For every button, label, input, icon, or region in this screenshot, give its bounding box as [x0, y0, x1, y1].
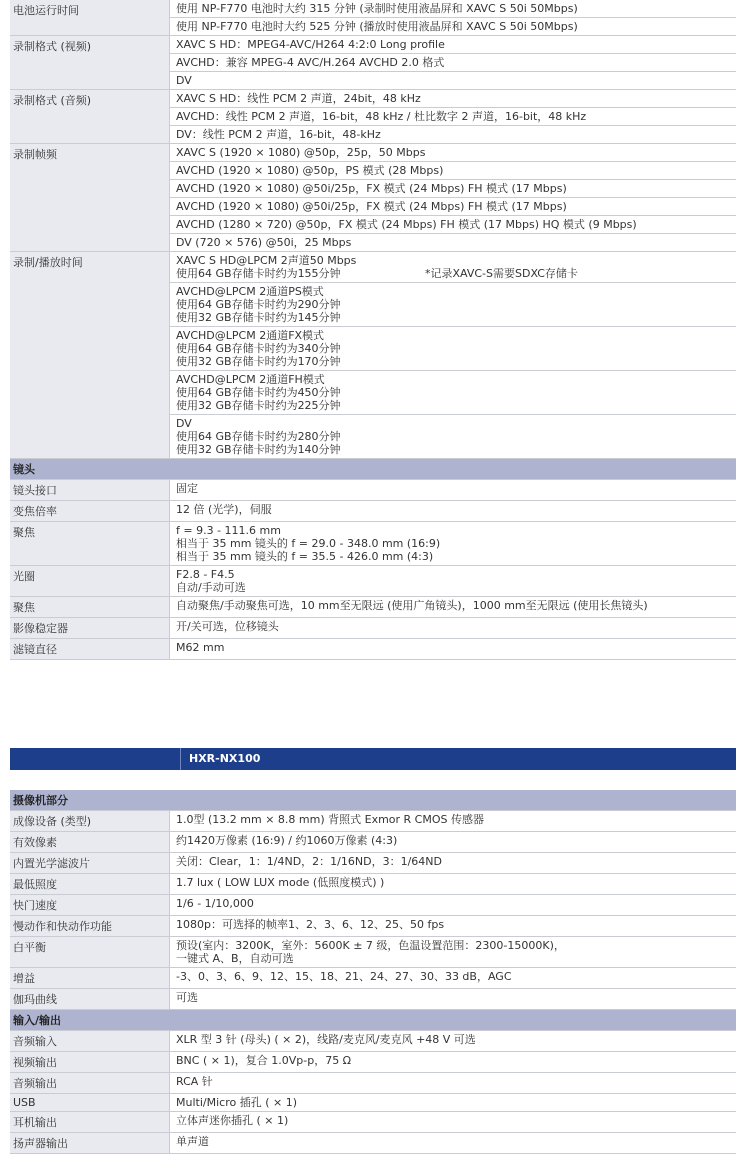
- spec-row: [10, 916, 736, 937]
- spec-label: 扬声器输出: [10, 1133, 170, 1153]
- spec-line: DV: [176, 417, 192, 430]
- spec-label: 有效像素: [10, 832, 170, 852]
- spec-line: Multi/Micro 插孔 ( × 1): [176, 1096, 297, 1109]
- spec-value: [170, 937, 736, 967]
- spec-value-block: [170, 252, 736, 283]
- spec-label: USB: [10, 1094, 170, 1111]
- spec-value: [170, 853, 736, 870]
- spec-value: [170, 480, 736, 497]
- spec-row: [10, 968, 736, 989]
- spec-value: AVCHD：线性 PCM 2 声道，16-bit，48 kHz / 杜比数字 2 声道，16-bit，48 kHz: [170, 108, 736, 126]
- spec-value-block: [170, 415, 736, 458]
- spec-value: DV: [176, 74, 192, 87]
- spec-row: [10, 1073, 736, 1094]
- spec-row: [10, 832, 736, 853]
- spec-line: XLR 型 3 针 (母头) ( × 2)，线路/麦克风/麦克风 +48 V 可选: [176, 1033, 476, 1046]
- spec-row: [10, 522, 736, 566]
- spec-label: 录制格式 (视频): [10, 36, 170, 89]
- spec-value: DV：线性 PCM 2 声道，16-bit，48-kHz: [176, 128, 381, 141]
- spec-row-frame-rate: [10, 144, 736, 252]
- spec-line: 使用64 GB存储卡时约为340分钟: [176, 342, 341, 355]
- spec-line: -3、0、3、6、9、12、15、18、21、24、27、30、33 dB，AGC: [176, 970, 512, 983]
- spec-value: DV (720 × 576) @50i，25 Mbps: [176, 236, 352, 249]
- spec-row: [10, 639, 736, 660]
- spec-line: AVCHD@LPCM 2通道FX模式: [176, 329, 325, 342]
- spec-value: [170, 566, 736, 596]
- spec-value: XAVC S HD：MPEG4-AVC/H264 4:2:0 Long profile: [170, 36, 736, 54]
- spec-value: AVCHD (1920 × 1080) @50p，PS 模式 (28 Mbps): [170, 162, 736, 180]
- spec-row: [10, 1133, 736, 1154]
- spec-line: XAVC S HD@LPCM 2声道50 Mbps: [176, 254, 357, 267]
- spec-line: 使用32 GB存储卡时约为170分钟: [176, 355, 341, 368]
- spec-line: 相当于 35 mm 镜头的 f = 35.5 - 426.0 mm (4:3): [176, 550, 434, 563]
- spec-value: 使用 NP-F770 电池时大约 525 分钟 (播放时使用液晶屏和 XAVC S 50i 50Mbps): [176, 20, 578, 33]
- spec-value: [170, 1133, 736, 1150]
- spec-value: 使用 NP-F770 电池时大约 315 分钟 (录制时使用液晶屏和 XAVC S 50i 50Mbps): [170, 0, 736, 18]
- lens-rows: [10, 480, 736, 660]
- spec-label: 最低照度: [10, 874, 170, 894]
- spec-label: 音频输入: [10, 1031, 170, 1051]
- spec-line: 使用32 GB存储卡时约为145分钟: [176, 311, 341, 324]
- spec-value: AVCHD (1920 × 1080) @50i/25p，FX 模式 (24 Mbps) FH 模式 (17 Mbps): [170, 180, 736, 198]
- spec-value: [170, 1073, 736, 1090]
- spec-label: 光圈: [10, 566, 170, 596]
- spec-line: RCA 针: [176, 1075, 213, 1088]
- spec-line: 固定: [176, 482, 198, 495]
- spec-row: [10, 937, 736, 968]
- spec-value: [170, 1031, 736, 1048]
- spec-row: [10, 895, 736, 916]
- camera-rows: [10, 811, 736, 1010]
- spec-value: AVCHD (1280 × 720) @50p，FX 模式 (24 Mbps) FH 模式 (17 Mbps) HQ 模式 (9 Mbps): [170, 216, 736, 234]
- spec-value: [170, 597, 736, 614]
- spec-line: 约1420万像素 (16:9) / 约1060万像素 (4:3): [176, 834, 398, 847]
- spec-row: [10, 853, 736, 874]
- spec-value: XAVC S (1920 × 1080) @50p，25p，50 Mbps: [170, 144, 736, 162]
- spec-row: [10, 874, 736, 895]
- spec-line: 1080p：可选择的帧率1、2、3、6、12、25、50 fps: [176, 918, 445, 931]
- spec-line: 预设(室内：3200K，室外：5600K ± 7 级，色温设置范围：2300-15000K)，: [176, 939, 565, 952]
- spec-value: [170, 968, 736, 985]
- spec-value: [170, 989, 736, 1006]
- spec-label: 白平衡: [10, 937, 170, 967]
- spec-row-record-time: [10, 252, 736, 459]
- spec-line: 自动/手动可选: [176, 581, 246, 594]
- spec-value: [170, 1112, 736, 1129]
- spec-value: [170, 895, 736, 912]
- spec-row: [10, 1112, 736, 1133]
- spec-row: [10, 1031, 736, 1052]
- spec-label: 变焦倍率: [10, 501, 170, 521]
- spec-row-audio-format: [10, 90, 736, 144]
- spec-value: [170, 501, 736, 518]
- spec-row: [10, 989, 736, 1010]
- spec-line: 相当于 35 mm 镜头的 f = 29.0 - 348.0 mm (16:9): [176, 537, 441, 550]
- spec-line: AVCHD@LPCM 2通道FH模式: [176, 373, 325, 386]
- spec-label: 内置光学滤波片: [10, 853, 170, 873]
- spec-label: 录制格式 (音频): [10, 90, 170, 143]
- spec-row: [10, 480, 736, 501]
- spec-row-video-format: [10, 36, 736, 90]
- spec-value: AVCHD：兼容 MPEG-4 AVC/H.264 AVCHD 2.0 格式: [170, 54, 736, 72]
- spec-value: [170, 618, 736, 635]
- spec-value-block: [170, 327, 736, 371]
- spec-line: 可选: [176, 991, 198, 1004]
- spec-row: [10, 1094, 736, 1112]
- spec-row: [10, 1052, 736, 1073]
- spec-value: [170, 874, 736, 891]
- spec-label: 镜头接口: [10, 480, 170, 500]
- spec-line: BNC ( × 1)，复合 1.0Vp-p，75 Ω: [176, 1054, 352, 1067]
- spec-label: 音频输出: [10, 1073, 170, 1093]
- spec-table-lower: [10, 790, 736, 1154]
- spec-label: 快门速度: [10, 895, 170, 915]
- model-name: HXR-NX100: [180, 748, 268, 770]
- spec-line: 自动聚焦/手动聚焦可选，10 mm至无限远 (使用广角镜头)，1000 mm至无限远 (使用长焦镜头): [176, 599, 648, 612]
- spec-line: 1.7 lux ( LOW LUX mode (低照度模式) ): [176, 876, 385, 889]
- spec-row: [10, 811, 736, 832]
- spec-label: 影像稳定器: [10, 618, 170, 638]
- spec-label: 录制帧频: [10, 144, 170, 251]
- spec-line: 关闭：Clear，1：1/4ND，2：1/16ND，3：1/64ND: [176, 855, 442, 868]
- spec-line: 使用32 GB存储卡时约为140分钟: [176, 443, 341, 456]
- spec-row: [10, 618, 736, 639]
- spec-row-battery: [10, 0, 736, 36]
- spec-line: M62 mm: [176, 641, 225, 654]
- spec-line: 使用32 GB存储卡时约为225分钟: [176, 399, 341, 412]
- spec-label: 增益: [10, 968, 170, 988]
- spec-row: [10, 566, 736, 597]
- spec-label: 耳机输出: [10, 1112, 170, 1132]
- spec-line: 1/6 - 1/10,000: [176, 897, 254, 910]
- spec-label: 视频输出: [10, 1052, 170, 1072]
- spec-label: 录制/播放时间: [10, 252, 170, 458]
- spec-value: [170, 832, 736, 849]
- sdxc-note: *记录XAVC-S需要SDXC存储卡: [425, 267, 578, 280]
- spec-label: 伽玛曲线: [10, 989, 170, 1009]
- section-header-io: 输入/输出: [10, 1010, 736, 1031]
- spec-line: f = 9.3 - 111.6 mm: [176, 524, 281, 537]
- spec-label: 聚焦: [10, 597, 170, 617]
- section-header-camera: 摄像机部分: [10, 790, 736, 811]
- spec-line: 12 倍 (光学)，伺服: [176, 503, 272, 516]
- spec-value: [170, 811, 736, 828]
- spec-value: XAVC S HD：线性 PCM 2 声道，24bit，48 kHz: [170, 90, 736, 108]
- spec-value: [170, 916, 736, 933]
- spec-line: 使用64 GB存储卡时约为280分钟: [176, 430, 341, 443]
- spec-row: [10, 501, 736, 522]
- spec-label: 成像设备 (类型): [10, 811, 170, 831]
- spec-table-upper: [10, 0, 736, 660]
- spec-line: 一键式 A、B，自动可选: [176, 952, 294, 965]
- spec-label: 慢动作和快动作功能: [10, 916, 170, 936]
- spec-value: [170, 522, 736, 565]
- spec-line: 1.0型 (13.2 mm × 8.8 mm) 背照式 Exmor R CMOS 传感器: [176, 813, 484, 826]
- spec-value-block: [170, 283, 736, 327]
- section-header-lens: 镜头: [10, 459, 736, 480]
- spec-line: 使用64 GB存储卡时约为290分钟: [176, 298, 341, 311]
- spec-value: AVCHD (1920 × 1080) @50i/25p，FX 模式 (24 Mbps) FH 模式 (17 Mbps): [170, 198, 736, 216]
- spec-value: [170, 1094, 736, 1111]
- spec-value: [170, 1052, 736, 1069]
- spec-line: 开/关可选，位移镜头: [176, 620, 279, 633]
- spec-row: [10, 597, 736, 618]
- io-rows: [10, 1031, 736, 1154]
- spec-label: 滤镜直径: [10, 639, 170, 659]
- model-bar: [10, 748, 736, 770]
- spec-label: 聚焦: [10, 522, 170, 565]
- spec-line: 使用64 GB存储卡时约为155分钟: [176, 267, 341, 280]
- spec-value-block: [170, 371, 736, 415]
- spec-label: 电池运行时间: [10, 0, 170, 35]
- spec-line: 使用64 GB存储卡时约为450分钟: [176, 386, 341, 399]
- spec-line: AVCHD@LPCM 2通道PS模式: [176, 285, 324, 298]
- spec-line: 立体声迷你插孔 ( × 1): [176, 1114, 289, 1127]
- spec-line: F2.8 - F4.5: [176, 568, 235, 581]
- spec-line: 单声道: [176, 1135, 209, 1148]
- spec-value: [170, 639, 736, 656]
